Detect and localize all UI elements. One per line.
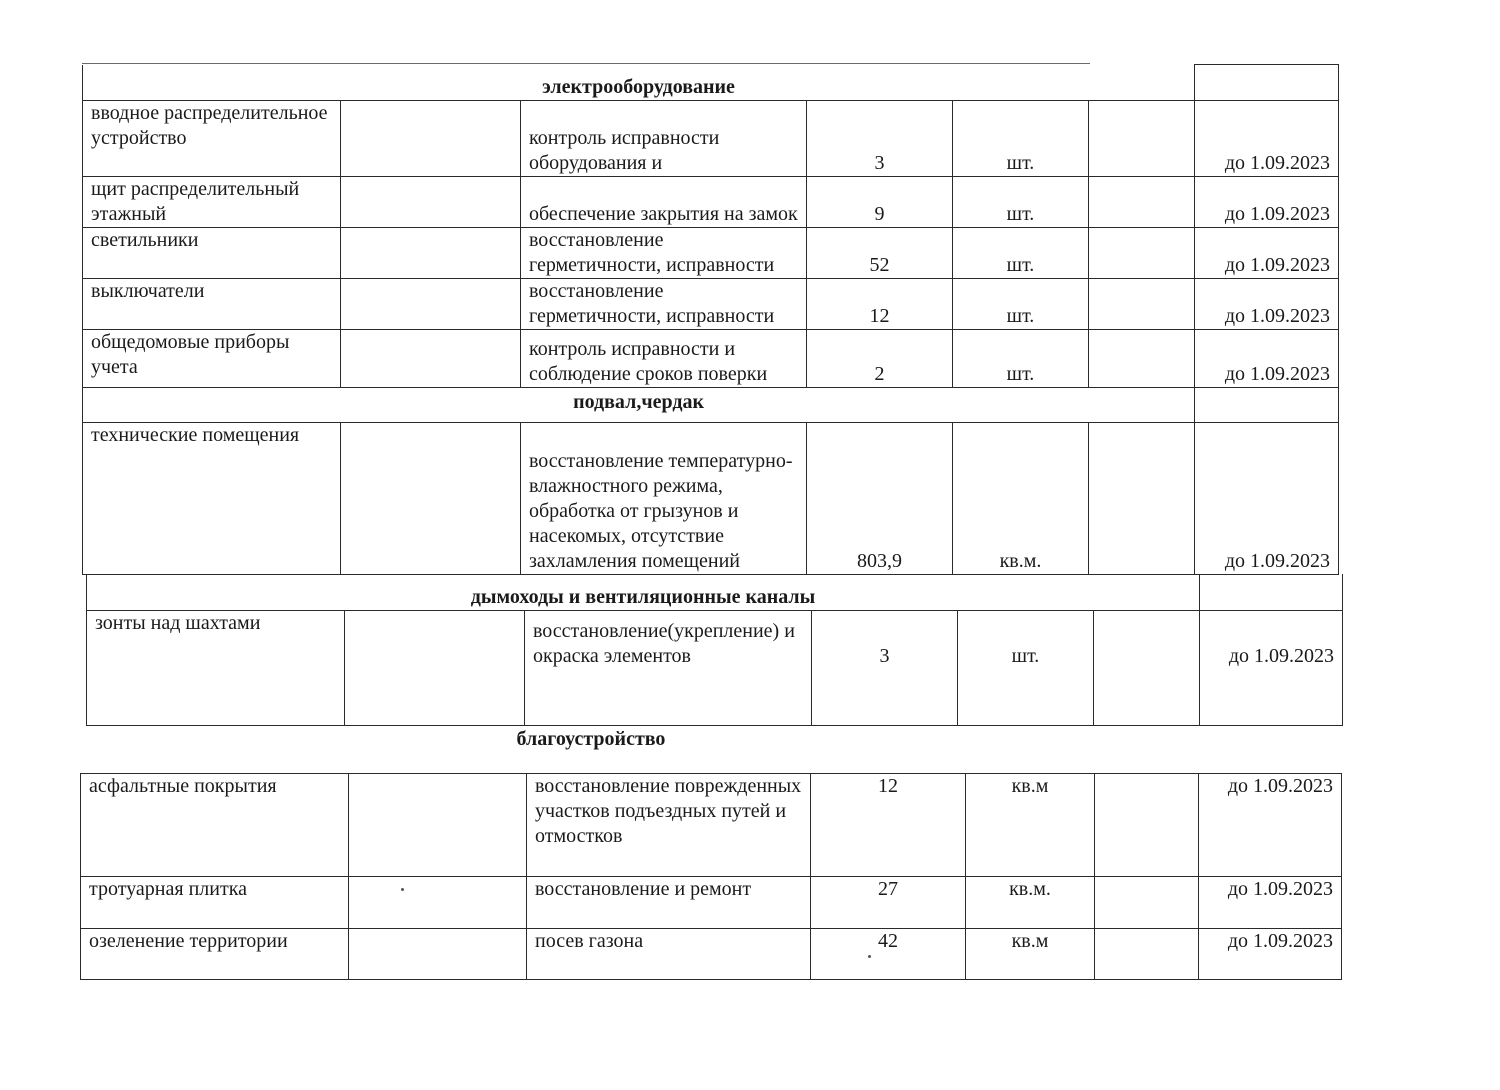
empty-cell [341,423,521,575]
deadline: до 1.09.2023 [1195,177,1339,228]
section-title: подвал,чердак [83,388,1195,423]
empty-cell [1089,101,1195,177]
item-name: озеленение территории [81,929,349,980]
deadline: до 1.09.2023 [1200,610,1343,725]
maintenance-table-electrical-basement [82,64,1339,575]
empty-cell [1089,228,1195,279]
work-description: контроль исправности оборудования и [521,101,807,177]
quantity: 12 [811,774,966,877]
quantity: 9 [807,177,953,228]
empty-cell [341,101,521,177]
table-row [81,774,1342,877]
deadline: до 1.09.2023 [1195,101,1339,177]
work-description: восстановление герметичности, исправности [521,228,807,279]
section-title-landscaping: благоустройство [516,728,666,750]
empty-cell [341,279,521,330]
quantity: 12 [807,279,953,330]
table-row [83,279,1339,330]
scan-speck [868,955,871,958]
empty-cell [1095,877,1199,929]
empty-cell [1089,330,1195,388]
item-name: вводное распределительное устройство [83,101,341,177]
deadline: до 1.09.2023 [1195,423,1339,575]
empty-cell [1195,65,1339,101]
section-header-chimneys [87,574,1343,610]
deadline: до 1.09.2023 [1195,279,1339,330]
empty-cell [1195,388,1339,423]
empty-cell [1089,423,1195,575]
empty-cell [1095,929,1199,980]
work-description: контроль исправности и соблюдение сроков поверки [521,330,807,388]
unit: шт. [953,177,1089,228]
work-description: восстановление герметичности, исправности [521,279,807,330]
empty-cell [349,774,527,877]
quantity: 803,9 [807,423,953,575]
table-row [81,929,1342,980]
table-row [83,423,1339,575]
quantity: 52 [807,228,953,279]
maintenance-table-landscaping [80,773,1342,980]
item-name: щит распределительный этажный [83,177,341,228]
work-description: восстановление температурно-влажностного режима, обработка от грызунов и насекомых, отсутствие захламления помещений [521,423,807,575]
unit: шт. [958,610,1094,725]
quantity: 27 [811,877,966,929]
empty-cell [1200,574,1343,610]
unit: шт. [953,228,1089,279]
empty-cell [349,877,527,929]
table-row [81,877,1342,929]
empty-cell [341,228,521,279]
section-header-basement [83,388,1339,423]
work-description: посев газона [527,929,811,980]
deadline: до 1.09.2023 [1195,330,1339,388]
empty-cell [349,929,527,980]
table-row [83,177,1339,228]
table-row [83,228,1339,279]
empty-cell [345,610,525,725]
work-description: обеспечение закрытия на замок [521,177,807,228]
quantity: 3 [807,101,953,177]
unit: шт. [953,101,1089,177]
item-name: зонты над шахтами [87,610,345,725]
quantity: 2 [807,330,953,388]
quantity: 42 [811,929,966,980]
unit: кв.м. [953,423,1089,575]
item-name: асфальтные покрытия [81,774,349,877]
work-description: восстановление и ремонт [527,877,811,929]
section-title: электрооборудование [83,65,1195,101]
deadline: до 1.09.2023 [1195,228,1339,279]
unit: шт. [953,279,1089,330]
table-row [87,610,1343,725]
empty-cell [1089,279,1195,330]
unit: кв.м. [966,877,1095,929]
item-name: технические помещения [83,423,341,575]
section-header-electrical [83,65,1339,101]
item-name: светильники [83,228,341,279]
item-name: тротуарная плитка [81,877,349,929]
empty-cell [1089,177,1195,228]
work-description: восстановление(укрепление) и окраска элементов [525,610,812,725]
table-row [83,101,1339,177]
quantity: 3 [812,610,958,725]
item-name: выключатели [83,279,341,330]
maintenance-table-chimneys [86,574,1343,726]
unit: кв.м [966,929,1095,980]
table-row [83,330,1339,388]
deadline: до 1.09.2023 [1199,877,1342,929]
unit: шт. [953,330,1089,388]
item-name: общедомовые приборы учета [83,330,341,388]
empty-cell [341,330,521,388]
section-title: дымоходы и вентиляционные каналы [87,574,1200,610]
scan-speck [401,888,404,891]
work-description: восстановление поврежденных участков подъездных путей и отмостков [527,774,811,877]
empty-cell [1094,610,1200,725]
empty-cell [341,177,521,228]
empty-cell [1095,774,1199,877]
deadline: до 1.09.2023 [1199,929,1342,980]
deadline: до 1.09.2023 [1199,774,1342,877]
unit: кв.м [966,774,1095,877]
